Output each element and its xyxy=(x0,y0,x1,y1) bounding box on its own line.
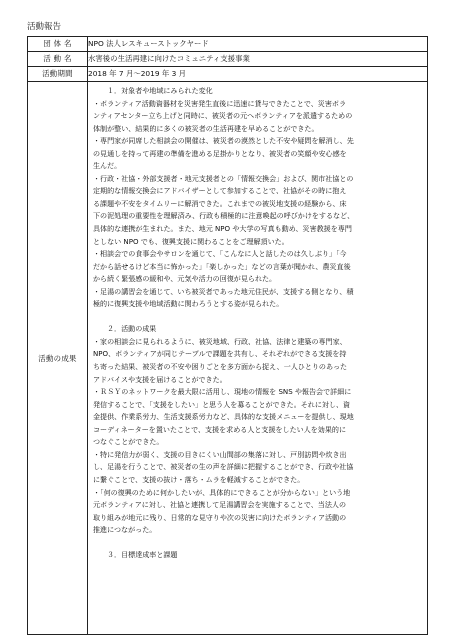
paragraph-line: としない NPO でも、復興支援に関わることをご理解頂いた。 xyxy=(93,236,289,246)
paragraph-line: ・相談会での食事会やサロンを通じて、「こんなに人と話したのは久しぶり」「今 xyxy=(93,249,347,259)
period-label: 活動期間 xyxy=(28,67,88,82)
results-row xyxy=(28,82,428,635)
paragraph-line: ・特に発信力が弱く、支援の目きにくい山間部の集落に対し、戸別訪問や炊き出 xyxy=(93,449,347,459)
paragraph-line: NPO、ボランティアが同じテーブルで課題を共有し、それぞれができる支援を持 xyxy=(93,349,347,359)
org-value: NPO 法人レスキューストックヤード xyxy=(88,37,428,52)
paragraph-line: コーディネーターを置いたことで、支援を求める人と支援をしたい人を効果的に xyxy=(93,424,346,434)
paragraph-line: 体制が整い、結果的に多くの被災者の生活再建を早めることができた。 xyxy=(93,123,319,133)
section-title: １．対象者や地域にみられた変化 xyxy=(107,86,213,95)
paragraph-line: ・家の相談会に見られるように、被災地域、行政、社協、法律と建築の専門家、 xyxy=(93,336,347,346)
paragraph-line: 推進につながった。 xyxy=(93,525,157,535)
paragraph-line: ・ボランティア活動資器材を災害発生直後に迅速に貸与できたことで、災害ボラ xyxy=(93,98,346,108)
paragraph-line: に繋ぐことで、支援の抜け・落ち・ムラを軽減することができた。 xyxy=(93,474,305,484)
paragraph-line: ・専門家が同席した相談会の開催は、被災者の漠然とした不安や疑問を解消し、先 xyxy=(93,136,354,146)
paragraph-line: 金提供、作業系労力、生活支援系労力など、具体的な支援メニューを提供し、現地 xyxy=(93,412,354,422)
section-spacer xyxy=(93,311,422,324)
activity-name-value: 水害後の生活再建に向けたコミュニティ支援事業 xyxy=(88,52,428,67)
section-title: ３．目標達成率と課題 xyxy=(107,550,178,560)
paragraph-line: の見通しを持って再建の準備を進める足掛かりとなり、被災者の笑顔や安心感を xyxy=(93,148,347,158)
period-value: 2018 年 7 月〜2019 年 3 月 xyxy=(88,67,428,82)
activity-name-label: 活 動 名 xyxy=(28,52,88,67)
section-spacer xyxy=(93,537,422,550)
period-row xyxy=(28,67,428,82)
activity-name-row xyxy=(28,52,428,67)
report-heading: 活動報告 xyxy=(27,22,62,32)
paragraph-line: ・足湯の講習会を通じて、いち被災者であった地元住民が、支援する側となり、積 xyxy=(93,286,354,296)
paragraph-line: 定期的な情報交換会にアドバイザーとして参加することで、社協がその時に抱え xyxy=(93,186,347,196)
paragraph-line: ・行政・社協・外部支援者・地元支援者との「情報交換会」および、関市社協との xyxy=(93,173,354,183)
paragraph-line: 具体的な連携が生まれた。また、地元 NPO や大学の写真も動め、災害教援を専門 xyxy=(93,224,352,234)
results-cell xyxy=(88,82,428,635)
paragraph-line: 極的に復興支援や地域活動に関わろうとする姿が見られた。 xyxy=(93,299,284,309)
section-title: ２．活動の成果 xyxy=(107,324,157,334)
paragraph-line: 取り組みが地元に残り、日常的な見守りや次の災害に向けたボランティア活動の xyxy=(93,512,347,522)
paragraph-line: アドバイスや支援を届けることができた。 xyxy=(93,374,227,384)
paragraph-line: ち寄った結果、被災者の不安や困りごとを多方面から捉え、一人ひとりのあった xyxy=(93,362,348,372)
paragraph-line: 生んだ。 xyxy=(93,161,122,171)
paragraph-line: ・「何の復興のために何かしたいが、具体的にできることが分からない」という地 xyxy=(93,487,351,497)
report-table xyxy=(27,36,428,635)
org-label: 団 体 名 xyxy=(28,37,88,52)
paragraph-line: ンティアセンター立ち上げと同時に、被災者の元へボランティアを派遣するための xyxy=(93,111,353,121)
paragraph-line: から続く緊張感の緩和や、元気や活力の回復が見られた。 xyxy=(93,274,277,284)
paragraph-line: つなぐことができた。 xyxy=(93,437,164,447)
paragraph-line: 下の泥処理の重要性を理解済み、行政も積極的に注意喚起の呼びかけをするなど、 xyxy=(93,211,355,221)
org-row xyxy=(28,37,428,52)
paragraph-line: ・ＲＳＹのネットワークを最大限に活用し、現地の情報を SNS や報告会で詳細に xyxy=(93,387,352,397)
results-content xyxy=(88,82,427,562)
paragraph-line: 元ボランティアに対し、社協と連携して足湯講習会を実施することで、当法人の xyxy=(93,500,346,510)
paragraph-line: し、足湯を行うことで、被災者の生の声を詳細に把握することができ、行政や社協 xyxy=(93,462,354,472)
results-label: 活動の成果 xyxy=(28,82,88,635)
paragraph-line: 発信することで、「支援をしたい」と思う人を募ることができた。それに対し、資 xyxy=(93,399,351,409)
paragraph-line: る課題や不安をタイムリーに解消できた。これまでの被災地支援の経験から、床 xyxy=(93,198,347,208)
paragraph-line: だから話せるけど本当に怖かった」「楽しかった」などの言葉が聞かれ、農災直後 xyxy=(93,261,351,271)
